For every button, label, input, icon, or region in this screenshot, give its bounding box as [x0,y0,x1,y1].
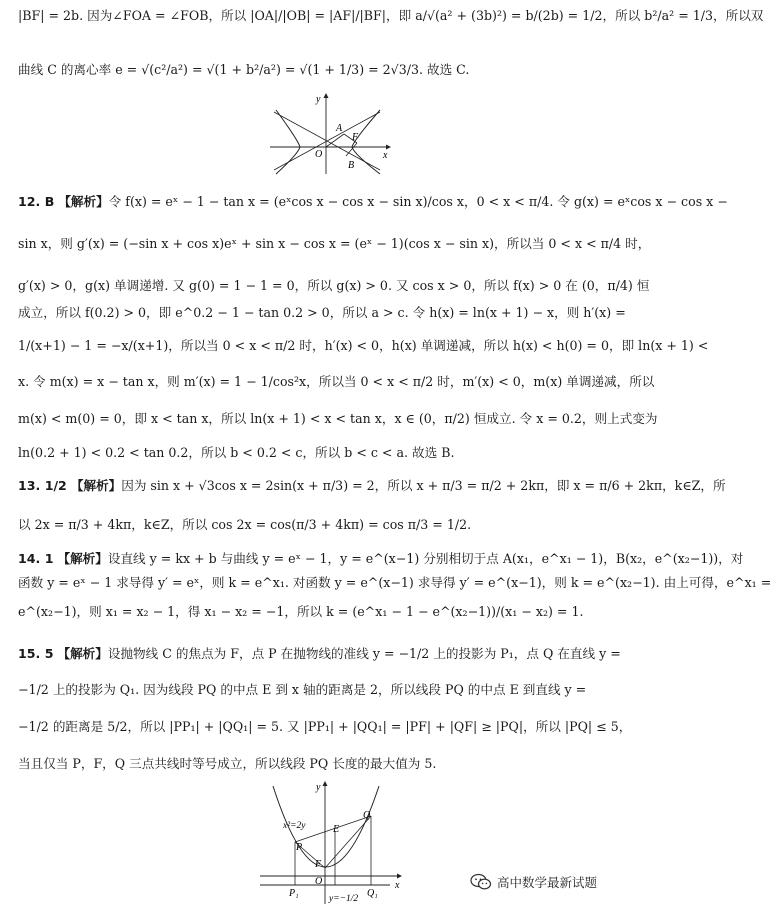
text-line-15 [18,606,623,619]
line-text: m(x) < m(0) = 0，即 x < tan x，所以 ln(x + 1) < x < tan x，x ∈ (0，π/2) 恒成立. 令 x = 0.2，则上式变为 [18,411,658,426]
line-text: 以 2x = π/3 + 4kπ，k∈Z，所以 cos 2x = cos(π/3 + 4kπ) = cos π/3 = 1/2. [18,517,472,532]
label-P: P [296,842,303,853]
line-text: −1/2 上的投影为 Q₁. 因为线段 PQ 的中点 E 到 x 轴的距离是 2，所以线段 PQ 的中点 E 到直线 y = [18,682,587,697]
watermark-text: 高中数学最新试题 [497,875,598,890]
text-line-9 [18,411,658,426]
label-F: F [352,132,359,143]
label-A: A [336,123,343,134]
line-text: 设直线 y = kx + b 与曲线 y = eˣ − 1，y = e^(x−1) 分别相切于点 A(x₁，e^x₁ − 1)，B(x₂，e^(x₂−1))，对 [107,551,744,566]
hyperbola-figure [262,90,392,178]
solution-number: 13. 1/2 [18,478,67,493]
line-text: e^(x₂−1)，则 x₁ = x₂ − 1，得 x₁ − x₂ = −1，所以 k = (e^x₁ − 1 − e^(x₂−1))/(x₁ − x₂) = 1. [18,604,584,619]
label-curve: x²=2y [283,821,306,831]
solution-number: 12. B [18,194,55,209]
line-text: 当且仅当 P，F，Q 三点共线时等号成立，所以线段 PQ 长度的最大值为 5. [18,756,437,771]
solution-number: 14. 1 [18,551,54,566]
text-line-19 [18,758,623,771]
label-E: E [333,824,340,835]
text-line-18 [18,719,632,734]
text-line-13 [18,551,744,566]
line-text: g′(x) > 0，g(x) 单调递增. 又 g(0) = 1 − 1 = 0，所以 g(x) > 0. 又 cos x > 0，所以 f(x) > 0 在 (0，π/4) 恒 [18,278,650,293]
text-line-5 [18,278,650,293]
text-line-3 [18,194,728,209]
label-Q: Q [363,810,371,821]
label-B: B [348,160,355,171]
line-text: sin x，则 g′(x) = (−sin x + cos x)eˣ + sin x − cos x = (eˣ − 1)(cos x − sin x)，所以当 0 < x < π/4 时， [18,236,651,251]
label-x: x [383,150,388,161]
x-axis-arrow [397,874,402,879]
line-text: −1/2 的距离是 5/2，所以 |PP₁| + |QQ₁| = 5. 又 |PP₁| + |QQ₁| = |PF| + |QF| ≥ |PQ|，所以 |PQ| ≤ 5， [18,719,632,734]
text-line-16 [18,648,623,661]
line-text: 成立，所以 f(0.2) > 0，即 e^0.2 − 1 − tan 0.2 > 0，所以 a > c. 令 h(x) = ln(x + 1) − x，则 h′(x) = [18,305,626,320]
text-line-4 [18,236,651,251]
y-axis-arrow [324,93,329,98]
wechat-icon [470,873,492,891]
line-text: 1/(x+1) − 1 = −x/(x+1)，所以当 0 < x < π/2 时，h′(x) < 0，h(x) 单调递减，所以 h(x) < h(0) = 0，即 ln(x + 1) < [18,338,709,353]
label-P1: P₁ [289,888,299,899]
label-y: y [316,782,321,793]
label-O: O [315,876,323,887]
text-line-12 [18,519,623,532]
solution-number: 15. 5 [18,646,54,661]
watermark [470,870,635,894]
parabola-figure [255,778,415,908]
label-O: O [315,149,323,160]
line-text: 因为 sin x + √3cos x = 2sin(x + π/3) = 2，所以 x + π/3 = π/2 + 2kπ，即 x = π/6 + 2kπ，k∈Z，所 [121,478,726,493]
analysis-tag: 【解析】 [57,551,108,566]
text-line-10 [18,447,623,460]
analysis-tag: 【解析】 [58,194,109,209]
analysis-tag: 【解析】 [70,478,122,493]
text-line-8 [18,374,655,389]
line-text: 曲线 C 的离心率 e = √(c²/a²) = √(1 + b²/a²) = √(1 + 1/3) = 2√3/3. 故选 C. [18,62,470,77]
analysis-tag: 【解析】 [57,646,108,661]
line-text: ln(0.2 + 1) < 0.2 < tan 0.2，所以 b < 0.2 < c，所以 b < c < a. 故选 B. [18,445,455,460]
text-line-17 [18,684,623,697]
line-text: |BF| = 2b. 因为∠FOA = ∠FOB，所以 |OA|/|OB| = |AF|/|BF|，即 a/√(a² + (3b)²) = b/(2b) = 1/2，所以 b²/a² = 1/3，所以双 [18,8,764,23]
text-line-11 [18,478,726,493]
label-directrix: y=−1/2 [329,894,359,904]
label-x: x [395,880,400,891]
x-axis-arrow [386,145,391,150]
label-F: F [315,859,322,870]
text-line-6 [18,305,626,320]
line-text: 函数 y = eˣ − 1 求导得 y′ = eˣ，则 k = e^x₁. 对函数 y = e^(x−1) 求导得 y′ = e^(x−1)，则 k = e^(x₂−1). 由上可得，e^x₁ = [18,575,771,590]
text-line-7 [18,338,709,353]
text-line-2 [18,64,623,77]
line-text: 令 f(x) = eˣ − 1 − tan x = (eˣcos x − cos x − sin x)/cos x，0 < x < π/4. 令 g(x) = eˣcos x − cos x − [108,194,728,209]
text-line-1 [18,8,764,23]
text-line-14 [18,575,771,590]
line-text: x. 令 m(x) = x − tan x，则 m′(x) = 1 − 1/cos²x，所以当 0 < x < π/2 时，m′(x) < 0，m(x) 单调递减，所以 [18,374,655,389]
line-text: 设抛物线 C 的焦点为 F，点 P 在抛物线的准线 y = −1/2 上的投影为 P₁，点 Q 在直线 y = [107,646,621,661]
label-Q1: Q₁ [367,888,378,899]
label-y: y [316,94,321,105]
y-axis-arrow [323,781,328,786]
